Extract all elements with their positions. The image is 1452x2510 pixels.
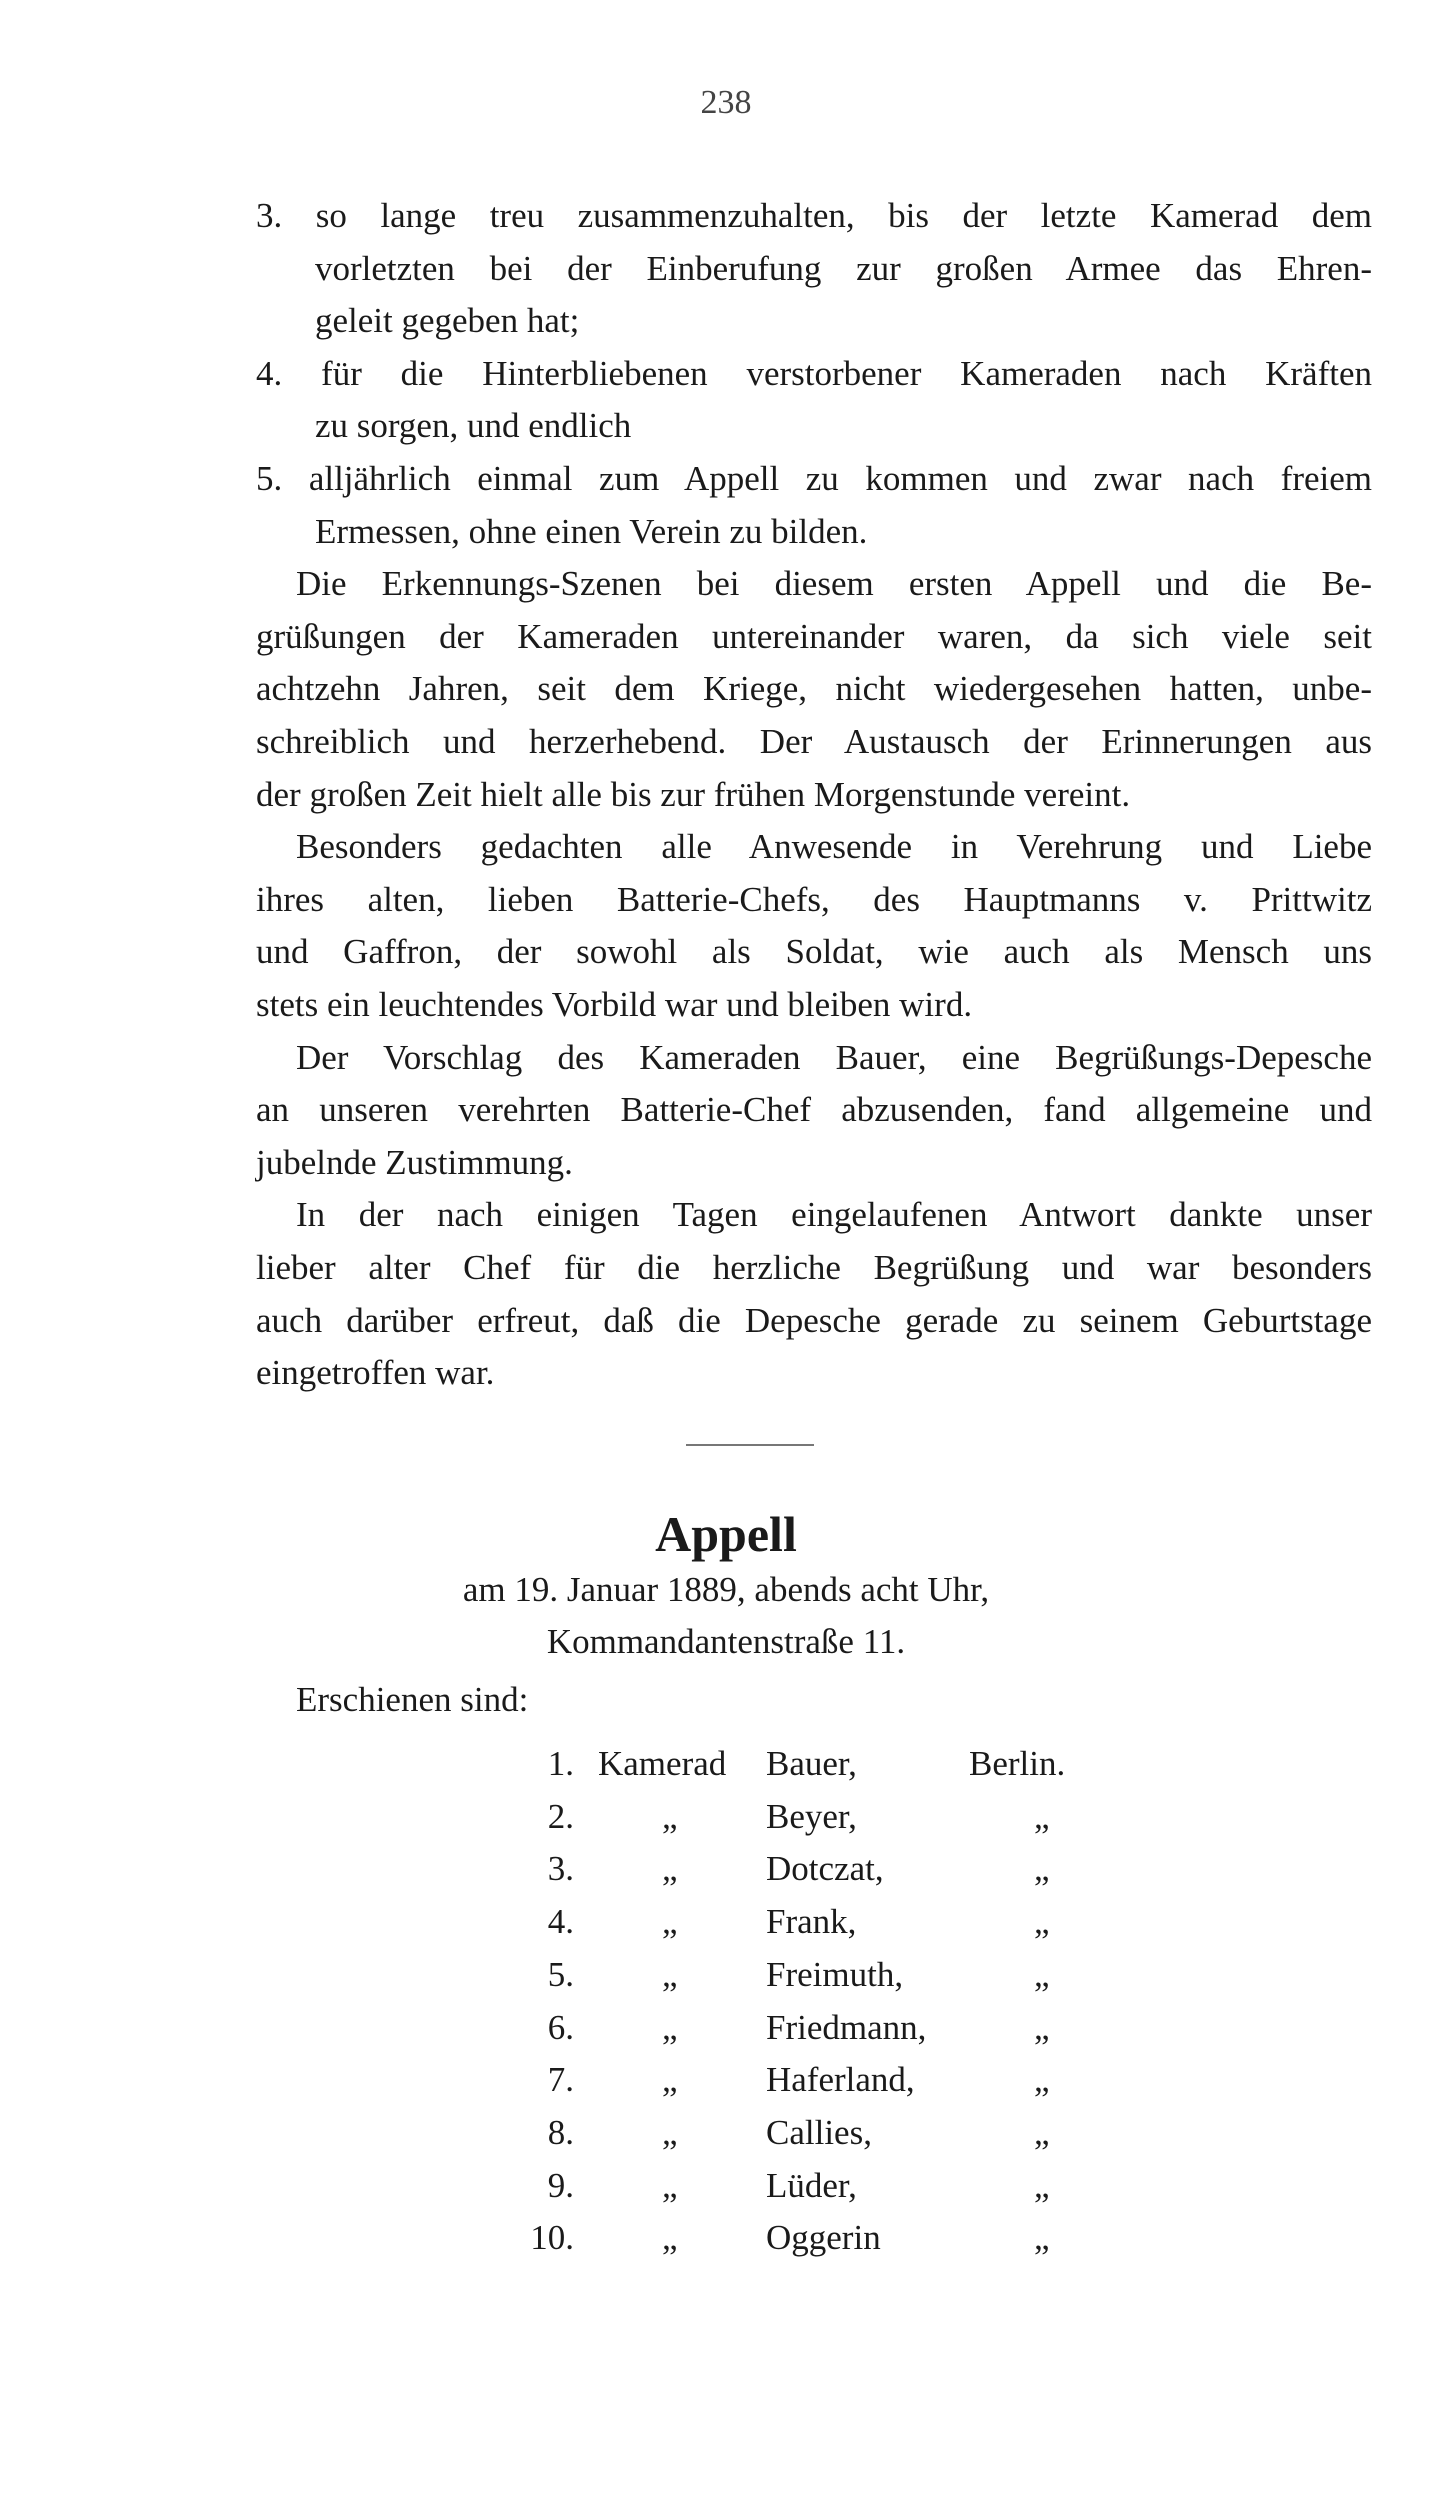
- attendee-city: „: [1034, 2060, 1050, 2099]
- attendee-row: [0, 2054, 1452, 2106]
- attendee-row: [0, 1738, 1452, 1790]
- attendee-row: [0, 1896, 1452, 1948]
- paragraph-line: eingetroffen war.: [256, 1353, 495, 1392]
- paragraph-line: jubelnde Zustimmung.: [256, 1143, 573, 1182]
- attendee-name: Freimuth,: [766, 1955, 904, 1994]
- list-item-line: 3. so lange treu zusammenzuhalten, bis der letzte Kamerad dem: [256, 196, 1372, 235]
- attendee-row: [0, 1791, 1452, 1843]
- attendees-lead: Erschienen sind:: [296, 1680, 529, 1719]
- paragraph-line: In der nach einigen Tagen eingelaufenen Antwort dankte unser: [296, 1195, 1372, 1234]
- paragraph-line: ihres alten, lieben Batterie-Chefs, des Hauptmanns v. Prittwitz: [256, 880, 1372, 919]
- attendee-number: 2.: [547, 1797, 574, 1836]
- paragraph-line: an unseren verehrten Batterie-Chef abzusenden, fand allgemeine und: [256, 1090, 1372, 1129]
- paragraph-line: grüßungen der Kameraden untereinander waren, da sich viele seit: [256, 617, 1372, 656]
- attendee-title: „: [662, 2008, 678, 2047]
- attendee-title: „: [662, 1955, 678, 1994]
- attendee-city: „: [1034, 2218, 1050, 2257]
- paragraph-line: auch darüber erfreut, daß die Depesche gerade zu seinem Geburtstage: [256, 1301, 1372, 1340]
- attendee-number: 4.: [547, 1902, 574, 1941]
- list-item-line: vorletzten bei der Einberufung zur großen Armee das Ehren-: [315, 249, 1372, 288]
- attendee-name: Lüder,: [766, 2166, 857, 2205]
- paragraph-line: lieber alter Chef für die herzliche Begrüßung und war besonders: [256, 1248, 1372, 1287]
- paragraph-line: der großen Zeit hielt alle bis zur frühen Morgenstunde vereint.: [256, 775, 1131, 814]
- attendee-city: „: [1034, 1902, 1050, 1941]
- attendee-row: [0, 2160, 1452, 2212]
- attendee-name: Haferland,: [766, 2060, 915, 2099]
- attendee-title: Kamerad: [598, 1744, 727, 1783]
- attendee-title: „: [662, 1849, 678, 1888]
- attendee-city: „: [1034, 2113, 1050, 2152]
- section-address: Kommandantenstraße 11.: [546, 1622, 906, 1661]
- page-number: 238: [700, 84, 752, 121]
- list-item-line: zu sorgen, und endlich: [315, 406, 632, 445]
- attendee-city: Berlin.: [969, 1744, 1066, 1783]
- attendee-title: „: [662, 2166, 678, 2205]
- attendee-name: Friedmann,: [766, 2008, 927, 2047]
- attendee-city: „: [1034, 1797, 1050, 1836]
- attendee-city: „: [1034, 2166, 1050, 2205]
- attendee-city: „: [1034, 1849, 1050, 1888]
- list-item-line: Ermessen, ohne einen Verein zu bilden.: [315, 512, 868, 551]
- attendee-number: 6.: [547, 2008, 574, 2047]
- attendee-title: „: [662, 2218, 678, 2257]
- attendee-number: 1.: [547, 1744, 574, 1783]
- list-item-line: 5. alljährlich einmal zum Appell zu kommen und zwar nach freiem: [256, 459, 1372, 498]
- attendee-name: Oggerin: [766, 2218, 881, 2257]
- attendee-title: „: [662, 2113, 678, 2152]
- paragraph-line: Besonders gedachten alle Anwesende in Verehrung und Liebe: [296, 827, 1372, 866]
- paragraph-line: Der Vorschlag des Kameraden Bauer, eine Begrüßungs-Depesche: [296, 1038, 1372, 1077]
- attendee-name: Bauer,: [766, 1744, 857, 1783]
- paragraph-line: und Gaffron, der sowohl als Soldat, wie auch als Mensch uns: [256, 932, 1372, 971]
- section-divider: [686, 1444, 814, 1446]
- attendee-row: [0, 1843, 1452, 1895]
- attendee-row: [0, 2107, 1452, 2159]
- attendee-number: 7.: [547, 2060, 574, 2099]
- attendee-title: „: [662, 1797, 678, 1836]
- attendee-number: 5.: [547, 1955, 574, 1994]
- attendee-title: „: [662, 2060, 678, 2099]
- attendee-number: 3.: [547, 1849, 574, 1888]
- attendee-title: „: [662, 1902, 678, 1941]
- attendee-row: [0, 2212, 1452, 2264]
- paragraph-line: schreiblich und herzerhebend. Der Austausch der Erinnerungen aus: [256, 722, 1372, 761]
- section-date: am 19. Januar 1889, abends acht Uhr,: [462, 1570, 990, 1609]
- paragraph-line: achtzehn Jahren, seit dem Kriege, nicht wiedergesehen hatten, unbe-: [256, 669, 1372, 708]
- attendee-number: 8.: [547, 2113, 574, 2152]
- attendee-name: Callies,: [766, 2113, 872, 2152]
- attendee-row: [0, 2002, 1452, 2054]
- section-title: Appell: [655, 1506, 797, 1562]
- attendee-name: Dotczat,: [766, 1849, 884, 1888]
- attendee-city: „: [1034, 2008, 1050, 2047]
- list-item-line: geleit gegeben hat;: [315, 301, 580, 340]
- attendee-number: 9.: [547, 2166, 574, 2205]
- attendee-number: 10.: [530, 2218, 574, 2257]
- paragraph-line: stets ein leuchtendes Vorbild war und bleiben wird.: [256, 985, 973, 1024]
- attendee-name: Beyer,: [766, 1797, 857, 1836]
- list-item-line: 4. für die Hinterbliebenen verstorbener Kameraden nach Kräften: [256, 354, 1372, 393]
- attendee-city: „: [1034, 1955, 1050, 1994]
- paragraph-line: Die Erkennungs-Szenen bei diesem ersten Appell und die Be-: [296, 564, 1372, 603]
- attendee-row: [0, 1949, 1452, 2001]
- attendee-name: Frank,: [766, 1902, 857, 1941]
